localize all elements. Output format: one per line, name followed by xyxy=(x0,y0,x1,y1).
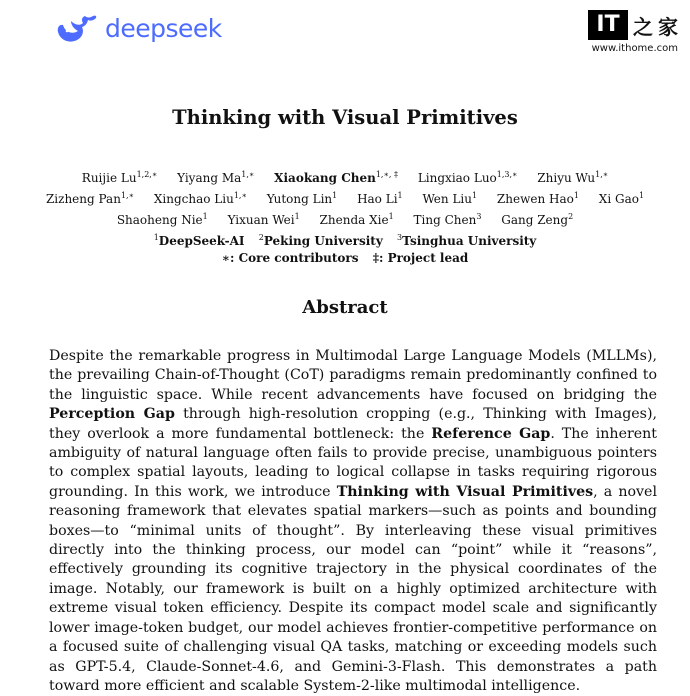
author: Xi Gao$^1$ xyxy=(598,191,645,206)
abstract-text: , a novel reasoning framework that elevates spatial markers—such as points and bounding boxes—to “minimal units of thought”. By interleaving these visual primitives directly into the thinking process, our model can “point” while it “reasons”, effectively grounding its cognitive trajectory in the physical coordinates of the image. Notably, our framework is built on a highly optimized architecture with extreme visual token efficiency. Despite its compact model scale and significantly lower image-token budget, our model achieves frontier-competitive performance on a focused suite of challenging visual QA tasks, matching or exceeding models such as GPT-5.4, Claude-Sonnet-4.6, and Gemini-3-Flash. This demonstrates a path toward more efficient and scalable System-2-like multimodal intelligence. xyxy=(49,483,657,694)
author: Shaoheng Nie$^1$ xyxy=(116,212,208,227)
abstract-emphasis: Perception Gap xyxy=(49,406,175,423)
author: Xiaokang Chen$^{1,∗, \ddagger}$ xyxy=(274,170,398,185)
ithome-watermark xyxy=(588,10,678,54)
deepseek-logo xyxy=(55,12,222,44)
note-core: ∗: Core contributors xyxy=(221,251,359,265)
abstract-emphasis: Thinking with Visual Primitives xyxy=(336,483,594,500)
author: Ting Chen$^3$ xyxy=(413,212,482,227)
abstract-text: Despite the remarkable progress in Multimodal Large Language Models (MLLMs), the prevailing Chain-of-Thought (CoT) paradigms remain predominantly confined to the linguistic space. While recent advancements have focused on bridging the xyxy=(49,348,657,403)
author: Zhewen Hao$^1$ xyxy=(496,191,579,206)
author: Ruijie $Lu^{1,2,∗}$ xyxy=(81,170,158,185)
abstract-body xyxy=(49,347,657,696)
affiliations xyxy=(0,229,690,267)
author: Wen Liu$^1$ xyxy=(422,191,478,206)
ithome-url: www.ithome.com xyxy=(591,43,678,54)
affiliation-line xyxy=(0,229,690,250)
author: Zizheng Pan$^{1,∗}$ xyxy=(45,191,135,206)
affiliation-1: $^1$DeepSeek-AI xyxy=(153,233,245,248)
notes-line xyxy=(0,250,690,267)
author: Yiyang $Ma^{1,∗}$ xyxy=(177,170,255,185)
author-list xyxy=(35,166,655,229)
abstract-heading: Abstract xyxy=(302,297,388,318)
whale-icon xyxy=(55,12,99,44)
author: Yutong Lin$^1$ xyxy=(266,191,338,206)
author: Zhenda Xie$^1$ xyxy=(319,212,394,227)
abstract-text: . The inherent ambiguity of natural language often fails to provide precise, unambiguous pointers to complex spatial layouts, leading to logical collapse in tasks requiring rigorous grounding. In this work, we introduce xyxy=(49,425,657,500)
abstract-text: through high-resolution cropping (e.g., Thinking with Images), they overlook a more fundamental bottleneck: the xyxy=(49,406,658,442)
affiliation-2: $^2$Peking University xyxy=(258,233,383,248)
affiliation-3: $^3$Tsinghua University xyxy=(397,233,537,248)
abstract-emphasis: Reference Gap xyxy=(431,425,551,442)
ithome-zhi-glyph: 之 xyxy=(633,14,653,39)
note-lead: ‡: Project lead xyxy=(372,251,469,265)
author: Gang Zeng$^2$ xyxy=(501,212,574,227)
ithome-jia-glyph: 家 xyxy=(658,14,678,39)
ithome-it-mark: IT xyxy=(588,10,628,40)
author: Lingxiao Luo$^{1,3,∗}$ xyxy=(417,170,518,185)
author: Zhiyu $Wu^{1,∗}$ xyxy=(537,170,609,185)
author: Hao Li$^1$ xyxy=(357,191,403,206)
author: Yixuan Wei$^1$ xyxy=(227,212,300,227)
paper-title: Thinking with Visual Primitives xyxy=(172,106,518,129)
logo-text: deepseek xyxy=(105,13,222,43)
author: Xingchao Liu$^{1,∗}$ xyxy=(153,191,247,206)
